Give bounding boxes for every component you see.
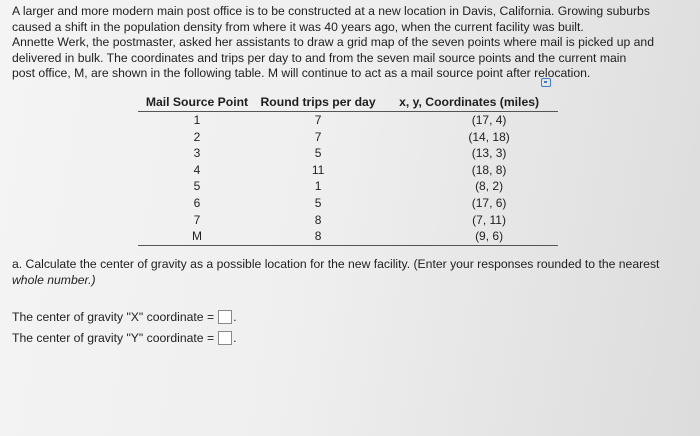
- question-a: [12, 257, 692, 288]
- period: .: [233, 331, 237, 345]
- period: .: [233, 310, 237, 324]
- cell-trips: 5: [314, 195, 322, 210]
- intro-line: post office, M, are shown in the following table. M will continue to act as a mail source point after relocation.: [12, 66, 591, 80]
- cell-coords: (18, 8): [471, 162, 507, 177]
- intro-line: caused a shift in the population density from where it was 40 years ago, when the current facility was built.: [12, 19, 584, 34]
- answer-y-label: The center of gravity "Y" coordinate =: [12, 331, 215, 345]
- header-mail-source-point: Mail Source Point: [138, 93, 256, 112]
- table-row: [138, 112, 558, 129]
- answer-x-row: [12, 310, 236, 324]
- header-coordinates: x, y, Coordinates (miles): [380, 93, 558, 112]
- cell-coords: (13, 3): [471, 146, 507, 161]
- cell-coords: (14, 18): [468, 129, 510, 144]
- question-line: a. Calculate the center of gravity as a possible location for the new facility. (Enter your responses rounded to the nearest: [12, 257, 660, 271]
- cell-point: 4: [193, 162, 201, 177]
- table-header-row: [138, 93, 558, 112]
- answer-y-row: [12, 331, 236, 345]
- header-round-trips: Round trips per day: [256, 93, 380, 112]
- question-line: whole number.): [12, 272, 96, 287]
- table-row: [138, 129, 558, 146]
- cell-point: 1: [193, 113, 201, 127]
- table-row: [138, 162, 558, 179]
- cell-trips: 8: [256, 228, 380, 245]
- table-row: [138, 228, 558, 245]
- cell-point: 2: [193, 129, 201, 144]
- copy-table-icon[interactable]: [541, 78, 551, 87]
- cell-coords: (17, 6): [471, 195, 507, 210]
- cell-point: 7: [193, 212, 201, 227]
- answer-x-label: The center of gravity "X" coordinate =: [12, 310, 215, 324]
- table-row: [138, 178, 558, 195]
- intro-line: A larger and more modern main post office is to be constructed at a new location in Davis, California. Growing suburbs: [12, 4, 650, 18]
- cell-trips: 5: [314, 146, 322, 161]
- cell-point: M: [138, 228, 256, 245]
- cell-trips: 11: [311, 162, 325, 177]
- answer-y-input[interactable]: [218, 331, 232, 345]
- cell-point: 5: [193, 179, 201, 194]
- problem-statement: [12, 4, 692, 82]
- table-row: [138, 195, 558, 212]
- table-row: [138, 145, 558, 162]
- cell-coords: (9, 6): [380, 228, 558, 245]
- intro-line: Annette Werk, the postmaster, asked her assistants to draw a grid map of the seven points where mail is picked up and: [12, 35, 654, 49]
- cell-trips: 7: [314, 113, 322, 127]
- cell-coords: (8, 2): [475, 179, 504, 194]
- mail-source-table: [138, 93, 558, 246]
- answer-x-input[interactable]: [218, 310, 232, 324]
- intro-line: delivered in bulk. The coordinates and trips per day to and from the seven mail source points and the current main: [12, 50, 627, 65]
- cell-point: 3: [193, 146, 201, 161]
- cell-coords: (17, 4): [471, 113, 507, 127]
- cell-trips: 8: [314, 212, 322, 227]
- cell-trips: 1: [314, 179, 322, 194]
- cell-trips: 7: [314, 129, 322, 144]
- table-row: [138, 212, 558, 229]
- cell-point: 6: [193, 195, 201, 210]
- cell-coords: (7, 11): [472, 212, 506, 227]
